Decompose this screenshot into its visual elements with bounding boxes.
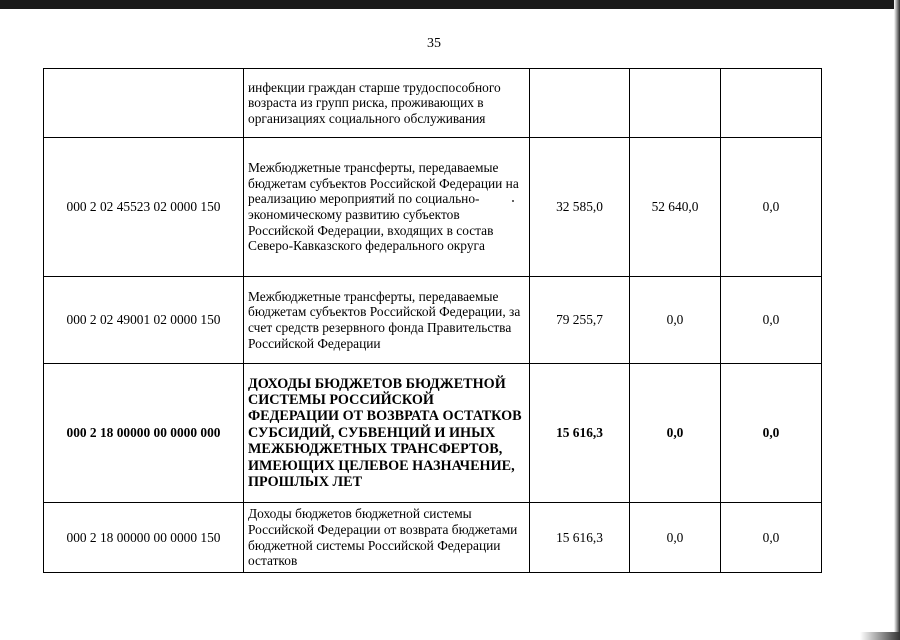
row-code: 000 2 02 49001 02 0000 150: [44, 277, 244, 364]
row-code: 000 2 18 00000 00 0000 150: [44, 503, 244, 573]
row-value-2: 0,0: [630, 277, 721, 364]
row-value-3: 0,0: [721, 138, 822, 277]
row-name: Межбюджетные трансферты, передаваемые бюджетам субъектов Российской Федерации, за счет средств резервного фонда Правительства Российской Федерации: [244, 277, 530, 364]
row-value-2: 52 640,0: [630, 138, 721, 277]
row-value-1: 15 616,3: [530, 364, 630, 503]
row-value-1: [530, 69, 630, 138]
scan-bottom-corner: [860, 632, 900, 640]
row-value-3: 0,0: [721, 277, 822, 364]
row-name: инфекции граждан старше трудоспособного возраста из групп риска, проживающих в организациях социального обслуживания: [244, 69, 530, 138]
table-row: [44, 69, 822, 138]
table-row: [44, 277, 822, 364]
row-name: Межбюджетные трансферты, передаваемые бюджетам субъектов Российской Федерации на реализацию мероприятий по социально-экономическому развитию субъектов Российской Федерации, входящих в состав Северо-Кавказского федерального округа: [244, 138, 530, 277]
table-row: [44, 503, 822, 573]
row-name: ДОХОДЫ БЮДЖЕТОВ БЮДЖЕТНОЙ СИСТЕМЫ РОССИЙСКОЙ ФЕДЕРАЦИИ ОТ ВОЗВРАТА ОСТАТКОВ СУБСИДИЙ, СУБВЕНЦИЙ И ИНЫХ МЕЖБЮДЖЕТНЫХ ТРАНСФЕРТОВ, ИМЕЮЩИХ ЦЕЛЕВОЕ НАЗНАЧЕНИЕ, ПРОШЛЫХ ЛЕТ: [244, 364, 530, 503]
row-value-3: 0,0: [721, 503, 822, 573]
row-value-2: [630, 69, 721, 138]
row-value-2: 0,0: [630, 503, 721, 573]
scan-top-edge: [0, 0, 900, 9]
row-name: Доходы бюджетов бюджетной системы Российской Федерации от возврата бюджетами бюджетной системы Российской Федерации остатков: [244, 503, 530, 573]
row-value-3: [721, 69, 822, 138]
table-row-section-total: [44, 364, 822, 503]
row-value-1: 32 585,0: [530, 138, 630, 277]
row-code: [44, 69, 244, 138]
table-row: [44, 138, 822, 277]
row-value-3: 0,0: [721, 364, 822, 503]
row-code: 000 2 02 45523 02 0000 150: [44, 138, 244, 277]
row-value-2: 0,0: [630, 364, 721, 503]
budget-table: [43, 68, 822, 573]
page-number: 35: [427, 36, 441, 51]
row-value-1: 15 616,3: [530, 503, 630, 573]
scan-right-edge: [894, 0, 900, 640]
row-value-1: 79 255,7: [530, 277, 630, 364]
row-code: 000 2 18 00000 00 0000 000: [44, 364, 244, 503]
